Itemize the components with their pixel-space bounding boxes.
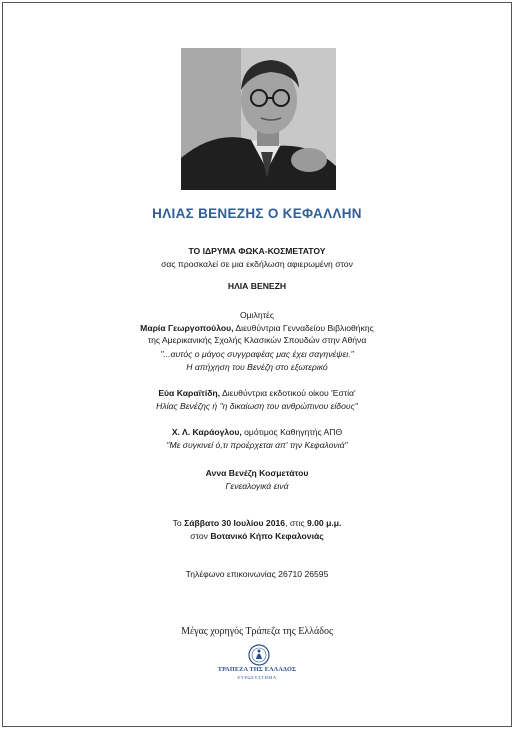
speaker-1-name: Μαρία Γεωργοπούλου, [140,323,234,333]
sponsor-text: Μέγας χορηγός Τράπεζα της Ελλάδος [181,626,333,637]
event-time: 9.00 μ.μ. [306,518,342,528]
contact-phone: Τηλέφωνο επικοινωνίας 26710 26595 [185,569,329,579]
bank-logo-subtitle: ΕΥΡΩΣΥΣΤΗΜΑ [237,675,277,680]
event-venue: Βοτανικό Κήπο Κεφαλονιάς [210,531,324,541]
speaker-2-talk: Ηλίας Βενέζης ή "η δικαίωση του ανθρώπινου είδους" [156,401,358,411]
speaker-3-talk: "Με συγκινεί ό,τι προέρχεται απ' την Κεφαλονιά" [166,440,348,450]
speaker-1 [3,323,511,334]
event-date: Σάββατο 30 Ιουλίου 2016 [184,518,286,528]
event-title: ΗΛΙΑΣ ΒΕΝΕΖΗΣ Ο ΚΕΦΑΛΛΗΝ [152,206,362,221]
organizer: ΤΟ ΙΔΡΥΜΑ ΦΩΚΑ-ΚΟΣΜΕΤΑΤΟΥ [188,246,326,256]
speaker-2 [3,388,511,399]
speaker-2-name: Εύα Καραϊτίδη, [158,388,221,398]
event-date-prefix: Το [172,518,185,528]
speaker-1-role: Διευθύντρια Γενναδείου Βιβλιοθήκης [233,323,374,333]
speaker-3 [3,427,511,438]
speakers-heading: Ομιλητές [240,310,274,320]
event-venue-line [3,531,511,542]
invite-text: σας προσκαλεί σε μια εκδήλωση αφιερωμένη στον [161,259,353,269]
event-time-prefix: , στις [285,518,307,528]
speaker-4-talk: Γενεαλογικά εινά [225,481,289,491]
event-venue-prefix: στον [190,531,211,541]
speaker-1-talk-subtitle: Η απήχηση του Βενέζη στο εξωτερικό [186,362,328,372]
event-datetime [3,518,511,529]
speaker-1-talk: "...αυτός ο μάγος συγγραφέας μας έχει σαγηνέψει." [160,349,354,359]
portrait-photo [181,48,336,190]
bank-emblem-icon [229,644,289,666]
speaker-1-role-line2: της Αμερικανικής Σχολής Κλασικών Σπουδών στην Αθήνα [147,335,367,345]
speaker-3-role: ομότιμος Καθηγητής ΑΠΘ [241,427,343,437]
portrait-image [181,48,336,190]
speaker-3-name: Χ. Λ. Καράογλου, [171,427,242,437]
speaker-2-role: Διευθύντρια εκδοτικού οίκου 'Εστία' [220,388,356,398]
honoree-name: ΗΛΙΑ ΒΕΝΕΖΗ [227,281,287,291]
bank-logo-name: ΤΡΑΠΕΖΑ ΤΗΣ ΕΛΛΑΔΟΣ [217,666,297,673]
speaker-4-name: Αννα Βενέζη Κοσμετάτου [205,468,309,478]
invitation-page [2,2,512,727]
